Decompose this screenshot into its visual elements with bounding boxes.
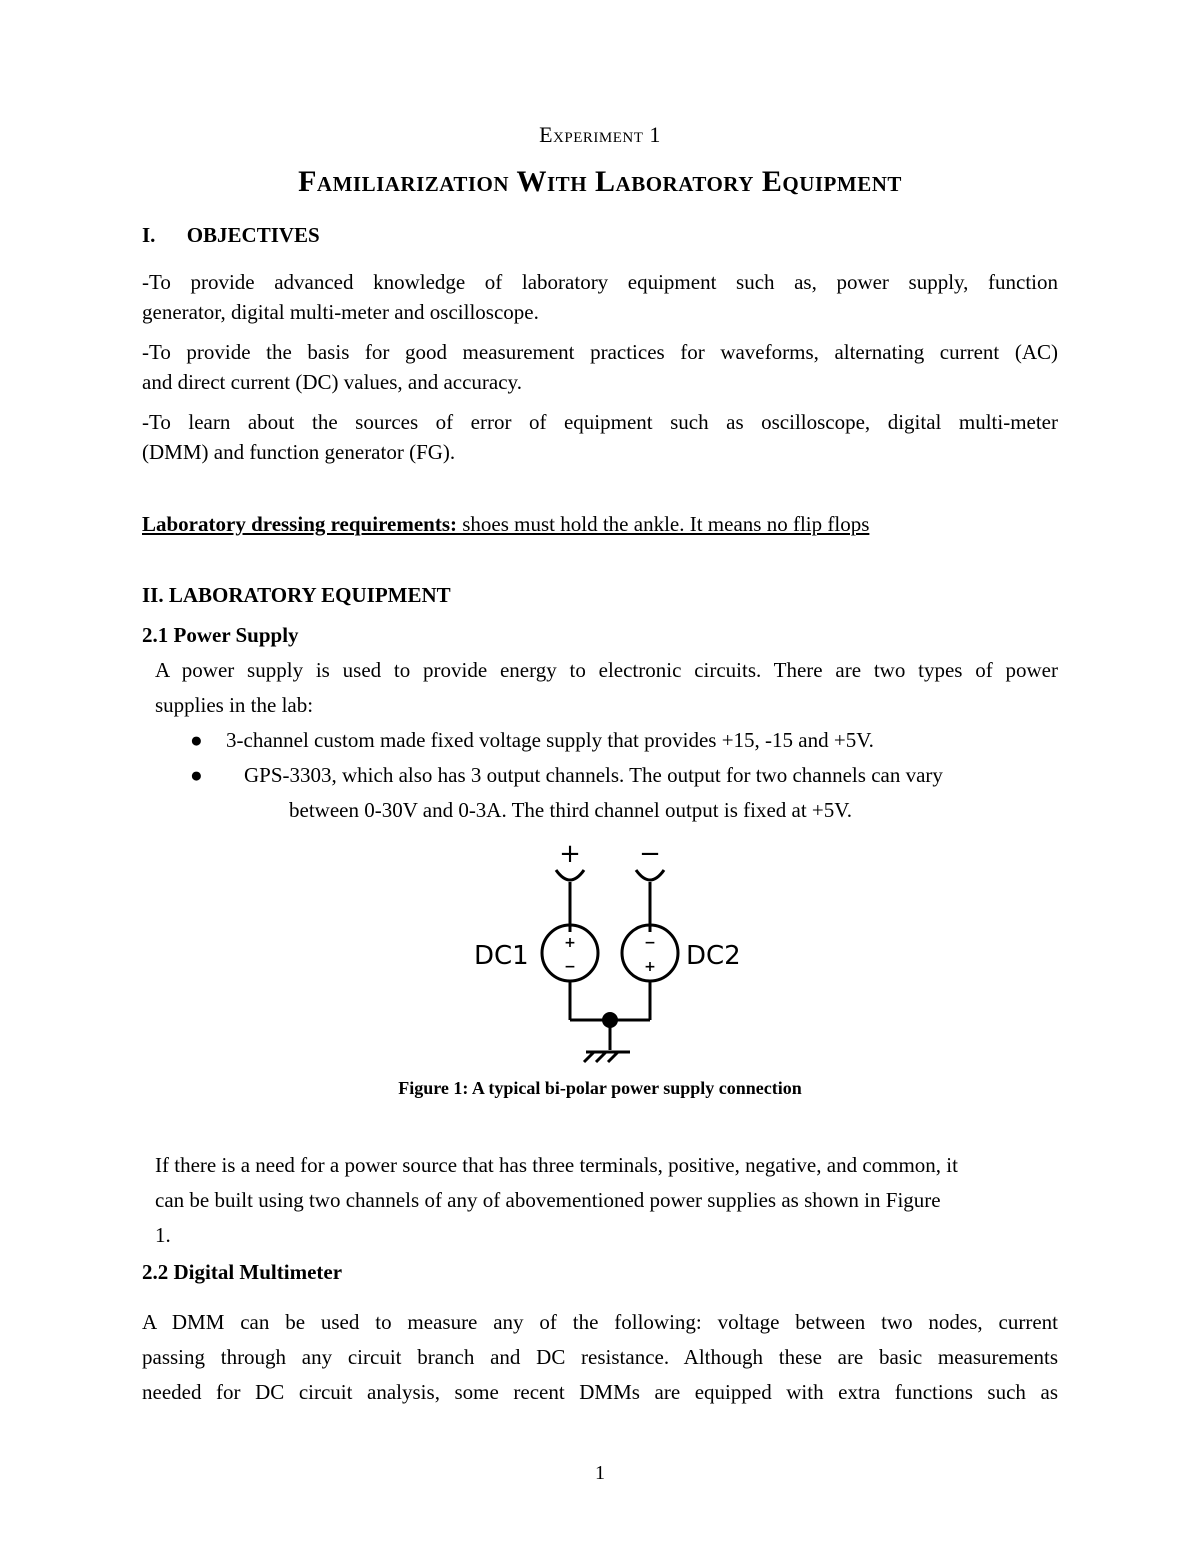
objective-3-line-2: (DMM) and function generator (FG). [142,440,456,464]
dressing-requirements [142,512,869,537]
bipolar-supply-diagram [460,840,780,1070]
figure-caption: Figure 1: A typical bi-polar power supply connection [398,1078,802,1098]
bullet-2-marker: ● [190,763,203,787]
page-title: Familiarization With Laboratory Equipment [298,165,902,198]
power-supply-heading: 2.1 Power Supply [142,623,299,647]
dmm-line-3: needed for DC circuit analysis, some recent DMMs are equipped with extra functions such as [142,1380,1058,1404]
dc2-label: DC2 [686,941,741,971]
objectives-heading-number: I. [142,223,156,247]
bullet-2-line-1: GPS-3303, which also has 3 output channels. The output for two channels can vary [244,763,943,787]
power-supply-line-2: supplies in the lab: [155,693,314,717]
experiment-number: Experiment 1 [539,122,661,147]
dressing-text: shoes must hold the ankle. It means no flip flops [457,512,870,536]
equipment-heading: II. LABORATORY EQUIPMENT [142,583,451,607]
positive-terminal-label: + [559,840,581,869]
after-figure-line-1: If there is a need for a power source that has three terminals, positive, negative, and common, it [155,1153,958,1177]
power-supply-line-1: A power supply is used to provide energy to electronic circuits. There are two types of power [155,658,1058,682]
objective-2-line-2: and direct current (DC) values, and accuracy. [142,370,522,394]
objective-1-line-2: generator, digital multi-meter and oscilloscope. [142,300,539,324]
after-figure-line-3: 1. [155,1223,171,1247]
bullet-1-marker: ● [190,728,203,752]
dressing-label: Laboratory dressing requirements: [142,512,457,536]
dc1-minus-mark: − [564,959,576,975]
dmm-heading: 2.2 Digital Multimeter [142,1260,343,1284]
bullet-2-line-2: between 0-30V and 0-3A. The third channel output is fixed at +5V. [289,798,852,822]
dmm-line-2: passing through any circuit branch and DC resistance. Although these are basic measurements [142,1345,1058,1369]
dmm-line-1: A DMM can be used to measure any of the following: voltage between two nodes, current [142,1310,1058,1334]
objective-3-line-1: -To learn about the sources of error of equipment such as oscilloscope, digital multi-meter [142,410,1058,434]
page-number: 1 [595,1462,605,1484]
dc1-plus-mark: + [564,935,576,951]
positive-terminal-symbol [556,870,584,880]
negative-terminal-label: − [639,840,661,869]
dc1-label: DC1 [474,941,529,971]
objective-1-line-1: -To provide advanced knowledge of laboratory equipment such as, power supply, function [142,270,1058,294]
common-node [602,1012,618,1028]
dc2-minus-mark: − [644,935,656,951]
bullet-1-text: 3-channel custom made fixed voltage supply that provides +15, -15 and +5V. [226,728,874,752]
negative-terminal-symbol [636,870,664,880]
objective-2-line-1: -To provide the basis for good measurement practices for waveforms, alternating current (AC) [142,340,1058,364]
objectives-heading [142,223,320,248]
after-figure-line-2: can be built using two channels of any of abovementioned power supplies as shown in Figure [155,1188,941,1212]
objectives-heading-text: OBJECTIVES [186,223,320,247]
dc2-plus-mark: + [644,959,656,975]
